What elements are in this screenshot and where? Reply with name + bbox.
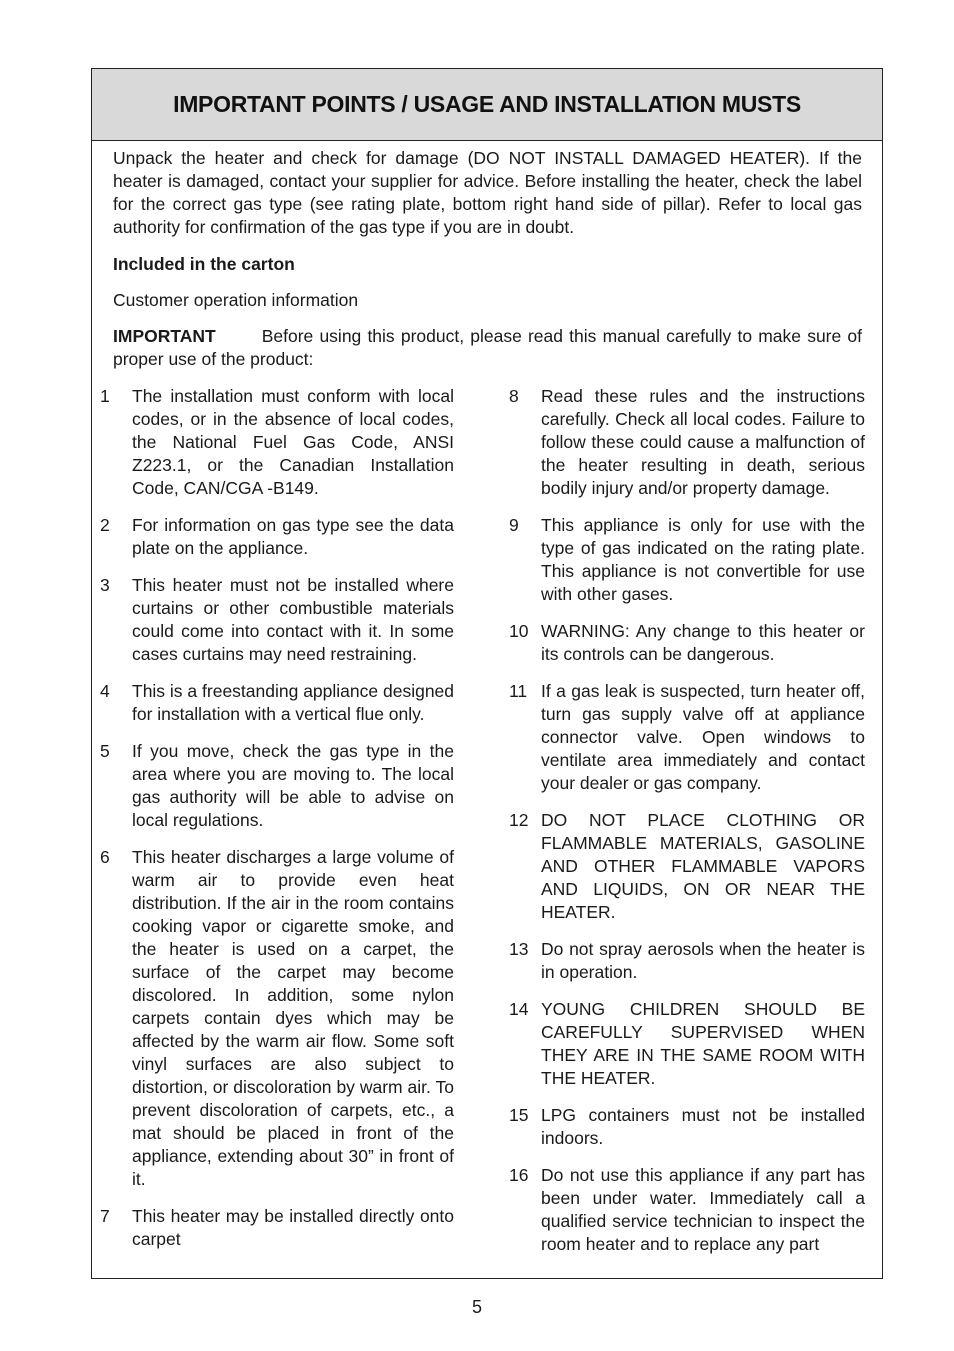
item-number: 2 xyxy=(100,515,110,535)
item-text: This heater discharges a large volume of warm air to provide even heat distribution. If the air in the room contains cooking vapor or cigarette smoke, and the heater is used on a carpet, the surface of the carpet may become discolored. In addition, some nylon carpets contain dyes which may be affected by the warm air flow. Some soft vinyl surfaces are also subject to distortion, or discoloration by warm air. To prevent discoloration of carpets, etc., a mat should be placed in front of the appliance, extending about 30” in front of it. xyxy=(132,847,454,1189)
item-number: 1 xyxy=(100,386,110,406)
important-text: Before using this product, please read this manual carefully to make sure of proper use of the product: xyxy=(113,326,862,369)
list-item xyxy=(100,385,454,500)
item-number: 15 xyxy=(509,1105,529,1125)
item-number: 5 xyxy=(100,741,110,761)
list-item xyxy=(509,514,865,606)
item-text: YOUNG CHILDREN SHOULD BE CAREFULLY SUPERVISED WHEN THEY ARE IN THE SAME ROOM WITH THE HEATER. xyxy=(541,999,865,1088)
list-item xyxy=(100,1205,454,1251)
item-text: LPG containers must not be installed indoors. xyxy=(541,1105,865,1148)
intro-paragraph: Unpack the heater and check for damage (DO NOT INSTALL DAMAGED HEATER). If the heater is damaged, contact your supplier for advice. Before installing the heater, check the label for the correct gas type (see rating plate, bottom right hand side of pillar). Refer to local gas authority for confirmation of the gas type if you are in doubt. xyxy=(113,148,862,237)
left-column xyxy=(100,385,454,1265)
page-title: IMPORTANT POINTS / USAGE AND INSTALLATION MUSTS xyxy=(173,91,801,117)
item-number: 11 xyxy=(509,681,528,701)
item-number: 6 xyxy=(100,847,110,867)
list-item xyxy=(509,620,865,666)
item-text: This is a freestanding appliance designed for installation with a vertical flue only. xyxy=(132,681,455,724)
list-item xyxy=(509,809,865,924)
item-number: 9 xyxy=(509,515,519,535)
item-text: For information on gas type see the data plate on the appliance. xyxy=(132,515,454,558)
right-column xyxy=(509,385,865,1270)
list-item xyxy=(100,740,454,832)
item-text: This appliance is only for use with the type of gas indicated on the rating plate. This appliance is not convertible for use with other gases. xyxy=(541,515,865,604)
item-text: This heater must not be installed where curtains or other combustible materials could come into contact with it. In some cases curtains may need restraining. xyxy=(132,575,454,664)
item-number: 3 xyxy=(100,575,110,595)
page-number: 5 xyxy=(471,1297,482,1317)
item-text: The installation must conform with local codes, or in the absence of local codes, the National Fuel Gas Code, ANSI Z223.1, or the Canadian Installation Code, CAN/CGA -B149. xyxy=(132,386,454,498)
item-text: If you move, check the gas type in the area where you are moving to. The local gas authority will be able to advise on local regulations. xyxy=(132,741,454,830)
item-text: WARNING: Any change to this heater or its controls can be dangerous. xyxy=(541,621,865,664)
list-item xyxy=(100,846,454,1191)
title-banner xyxy=(92,69,882,141)
item-number: 14 xyxy=(509,999,529,1019)
list-item xyxy=(100,574,454,666)
item-number: 8 xyxy=(509,386,519,406)
item-text: Do not use this appliance if any part has been under water. Immediately call a qualified service technician to inspect the room heater and to replace any part xyxy=(541,1165,865,1254)
intro-section xyxy=(113,147,862,371)
item-number: 10 xyxy=(509,621,529,641)
list-item xyxy=(100,680,454,726)
list-item xyxy=(509,938,865,984)
list-item xyxy=(509,998,865,1090)
item-number: 12 xyxy=(509,810,529,830)
important-label: IMPORTANT xyxy=(113,326,216,346)
content-frame xyxy=(91,68,883,1279)
item-number: 16 xyxy=(509,1165,529,1185)
item-text: If a gas leak is suspected, turn heater off, turn gas supply valve off at appliance connector valve. Open windows to ventilate area immediately and contact your dealer or gas company. xyxy=(541,681,865,793)
item-number: 7 xyxy=(100,1206,110,1226)
list-item xyxy=(509,1164,865,1256)
item-number: 13 xyxy=(509,939,529,959)
item-text: This heater may be installed directly onto carpet xyxy=(132,1206,454,1249)
carton-item: Customer operation information xyxy=(113,290,359,310)
important-note xyxy=(113,325,862,371)
list-item xyxy=(509,1104,865,1150)
item-text: DO NOT PLACE CLOTHING OR FLAMMABLE MATERIALS, GASOLINE AND OTHER FLAMMABLE VAPORS AND LIQUIDS, ON OR NEAR THE HEATER. xyxy=(541,810,865,922)
list-item xyxy=(509,680,865,795)
item-number: 4 xyxy=(100,681,110,701)
item-text: Read these rules and the instructions carefully. Check all local codes. Failure to follow these could cause a malfunction of the heater resulting in death, serious bodily injury and/or property damage. xyxy=(541,386,865,498)
list-item xyxy=(509,385,865,500)
carton-heading: Included in the carton xyxy=(113,254,295,274)
list-item xyxy=(100,514,454,560)
item-text: Do not spray aerosols when the heater is in operation. xyxy=(541,939,865,982)
